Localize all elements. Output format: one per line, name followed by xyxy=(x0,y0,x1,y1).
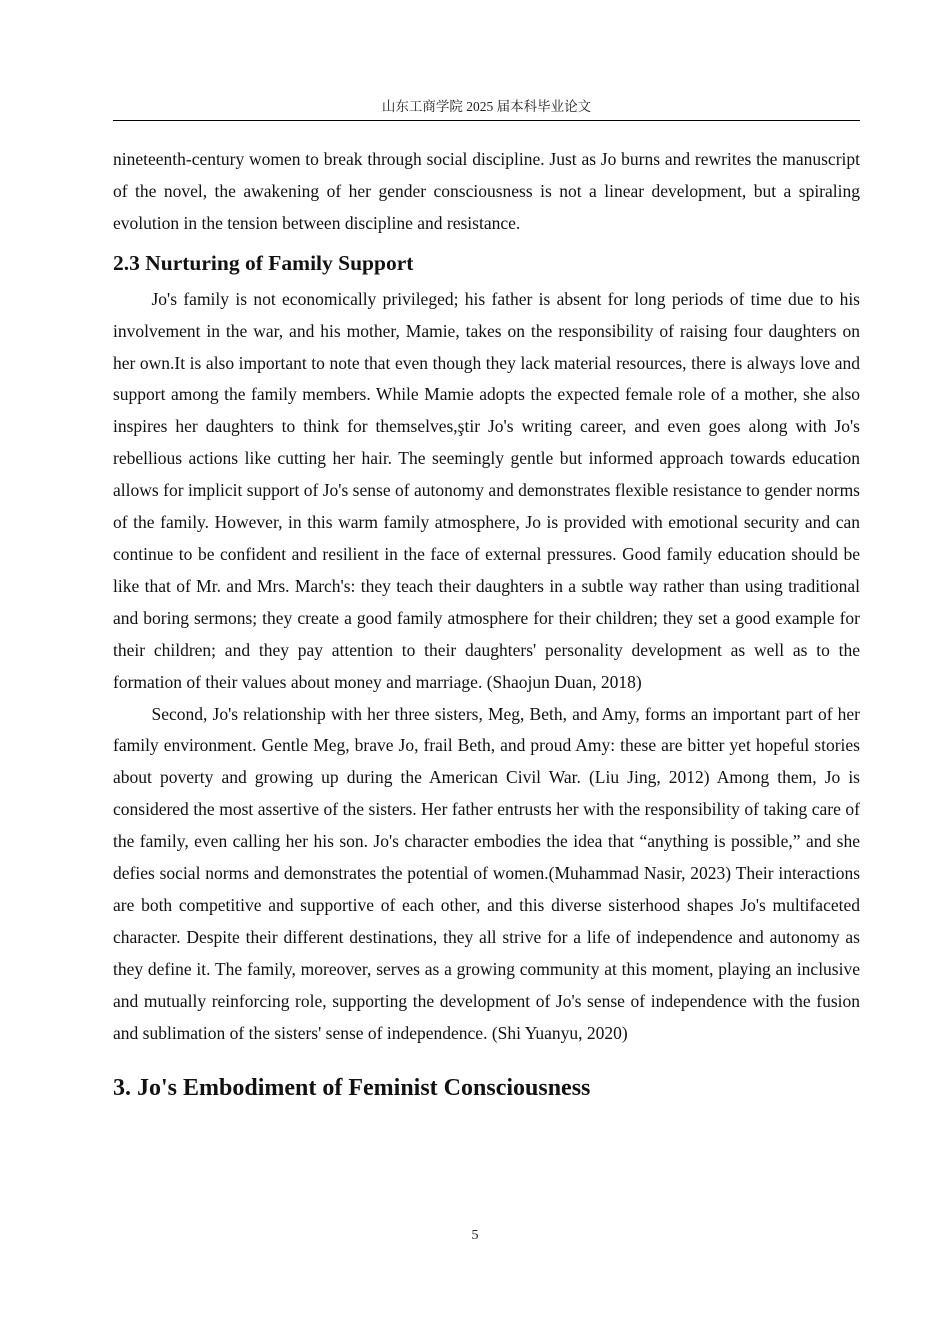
body-paragraph-sisters: Second, Jo's relationship with her three sisters, Meg, Beth, and Amy, forms an important part of her family environment. Gentle Meg, brave Jo, frail Beth, and proud Amy: these are bitter yet hopeful stories about poverty and growing up during the American Civil War. (Liu Jing, 2012) Among them, Jo is considered the most assertive of the sisters. Her father entrusts her with the responsibility of taking care of the family, even calling her his son. Jo's character embodies the idea that “anything is possible,” and she defies social norms and demonstrates the potential of women.(Muhammad Nasir, 2023) Their interactions are both competitive and supportive of each other, and this diverse sisterhood shapes Jo's multifaceted character. Despite their different destinations, they all strive for a life of independence and autonomy as they define it. The family, moreover, serves as a growing community at this moment, playing an inclusive and mutually reinforcing role, supporting the development of Jo's sense of independence with the fusion and sublimation of the sisters' sense of independence. (Shi Yuanyu, 2020) xyxy=(113,703,860,1043)
page-number: 5 xyxy=(471,1228,479,1243)
header-divider xyxy=(113,120,860,121)
continuation-paragraph: nineteenth-century women to break through social discipline. Just as Jo burns and rewrites the manuscript of the novel, the awakening of her gender consciousness is not a linear development, but a spiraling evolution in the tension between discipline and resistance. xyxy=(113,149,860,233)
page-body xyxy=(113,144,860,1105)
section-heading-3: 3. Jo's Embodiment of Feminist Consciousness xyxy=(113,1075,591,1102)
body-paragraph-family: Jo's family is not economically privileged; his father is absent for long periods of time due to his involvement in the war, and his mother, Mamie, takes on the responsibility of raising four daughters on her own.It is also important to note that even though they lack material resources, there is always love and support among the family members. While Mamie adopts the expected female role of a mother, she also inspires her daughters to think for themselves,ştir Jo's writing career, and even goes along with Jo's rebellious actions like cutting her hair. The seemingly gentle but informed approach towards education allows for implicit support of Jo's sense of autonomy and demonstrates flexible resistance to gender norms of the family. However, in this warm family atmosphere, Jo is provided with emotional security and can continue to be confident and resilient in the face of external pressures. Good family education should be like that of Mr. and Mrs. March's: they teach their daughters in a subtle way rather than using traditional and boring sermons; they create a good family atmosphere for their children; they set a good example for their children; and they pay attention to their daughters' personality development as well as to the formation of their values about money and marriage. (Shaojun Duan, 2018) xyxy=(113,288,860,692)
section-heading-2-3: 2.3 Nurturing of Family Support xyxy=(113,250,414,275)
running-header: 山东工商学院 2025 届本科毕业论文 xyxy=(381,99,592,114)
